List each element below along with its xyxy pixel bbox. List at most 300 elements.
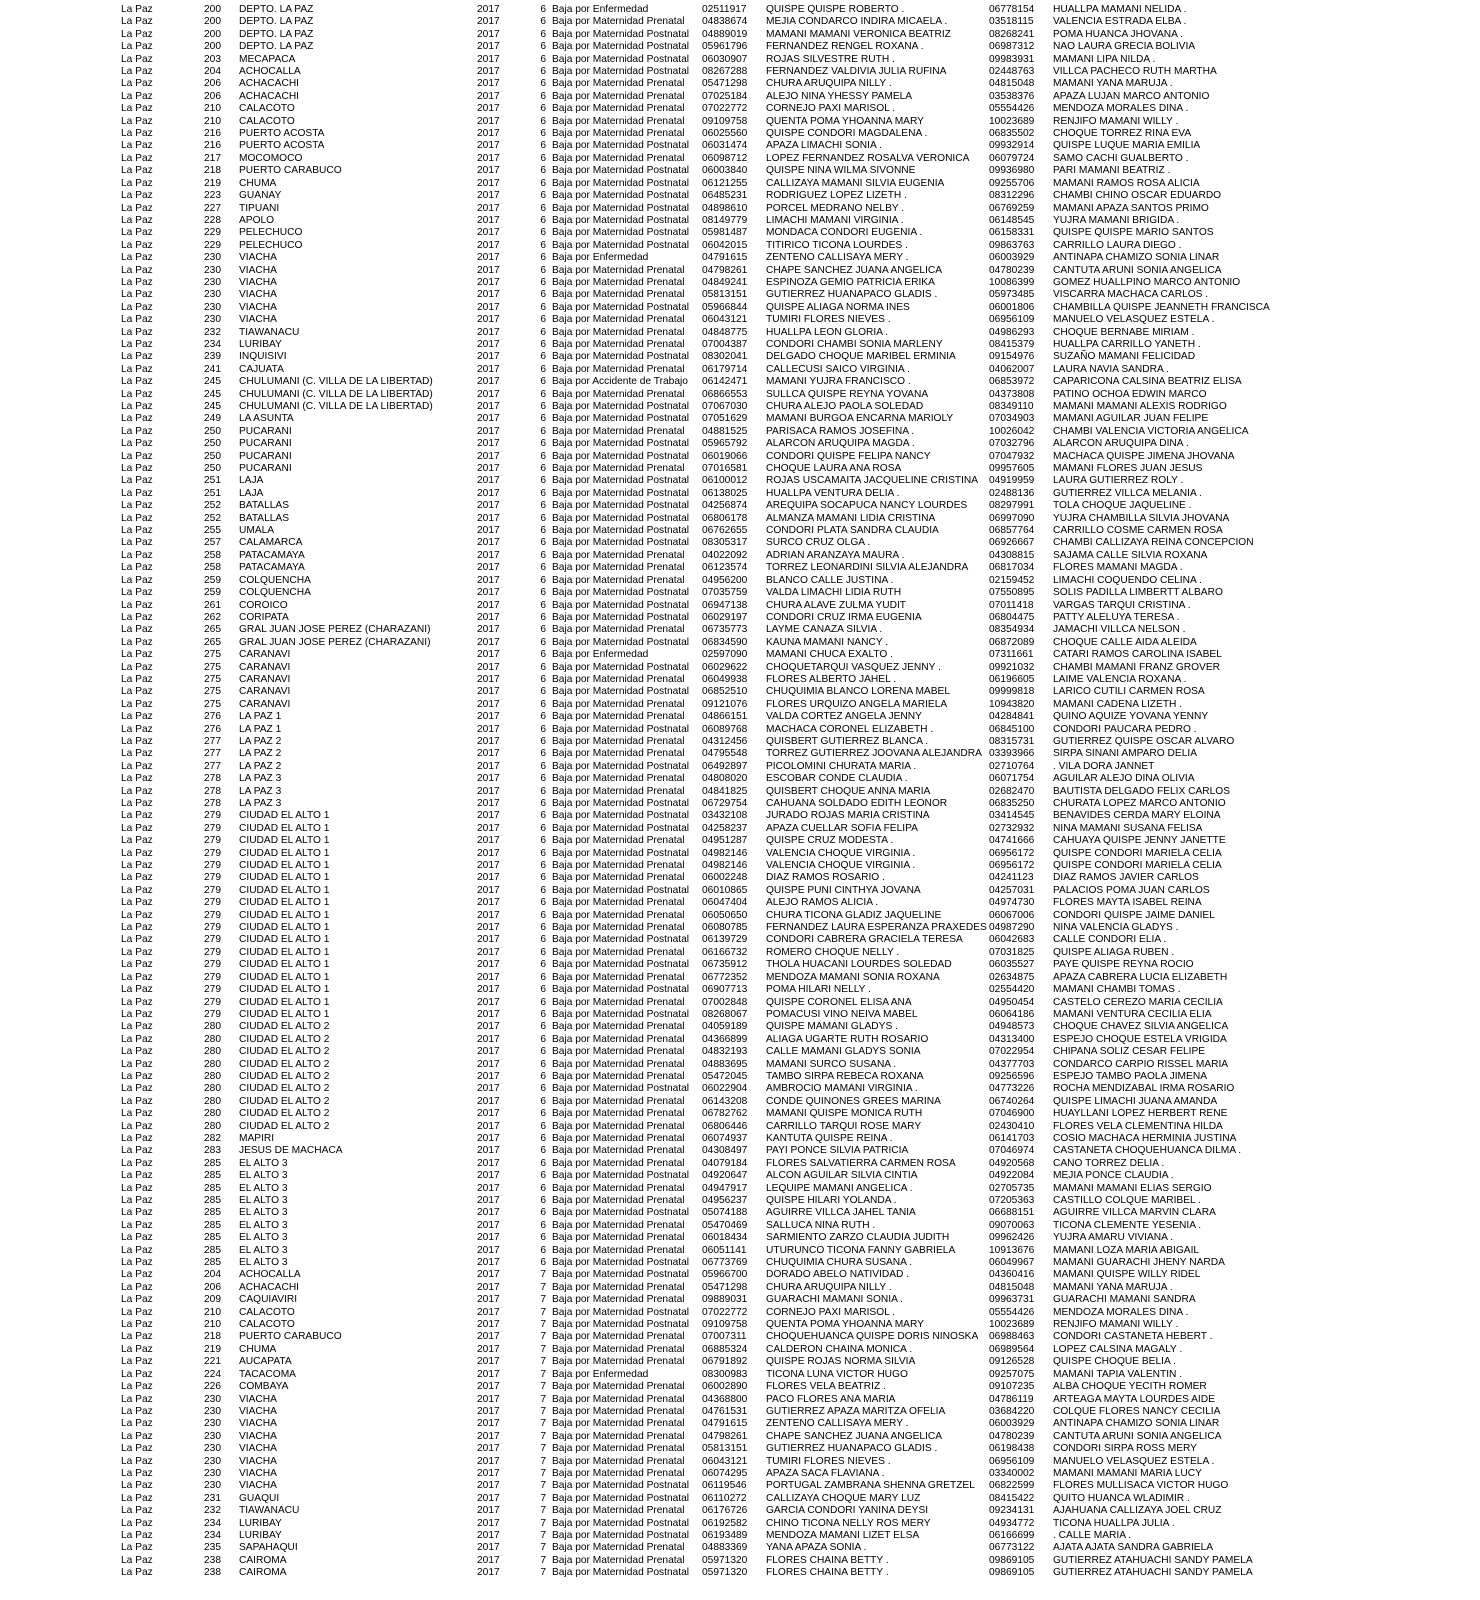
name-cell: DIAZ RAMOS ROSARIO . <box>766 872 885 884</box>
department-cell: La Paz <box>121 1343 153 1355</box>
contact-cell: CHIPANA SOLIZ CESAR FELIPE <box>1053 1046 1206 1058</box>
id-cell: 06762655 <box>702 525 748 537</box>
code-cell: 265 <box>204 636 221 648</box>
name-cell: FLORES URQUIZO ANGELA MARIELA <box>766 698 948 710</box>
municipality-cell: VIACHA <box>239 252 277 264</box>
table-row <box>0 736 1480 748</box>
year-cell: 2017 <box>477 1281 500 1293</box>
id-cell: 06885324 <box>702 1343 748 1355</box>
type-cell: Baja por Maternidad Prenatal <box>552 1070 685 1082</box>
id-cell: 08268067 <box>702 1008 748 1020</box>
department-cell: La Paz <box>121 1554 153 1566</box>
contact-cell: POMA HUANCA JHOVANA . <box>1053 28 1184 40</box>
type-cell: Baja por Maternidad Postnatal <box>552 41 690 53</box>
year-cell: 2017 <box>477 562 500 574</box>
contact-cell: QUISPE QUISPE MARIO SANTOS <box>1053 227 1214 239</box>
month-cell: 6 <box>540 860 546 872</box>
month-cell: 6 <box>540 140 546 152</box>
year-cell: 2017 <box>477 66 500 78</box>
contact-cell: CHAMBILLA QUISPE JEANNETH FRANCISCA <box>1053 301 1270 313</box>
contact-cell: . CALLE MARIA . <box>1053 1529 1132 1541</box>
code-cell: 285 <box>204 1232 221 1244</box>
id-cell: 06123574 <box>702 562 748 574</box>
municipality-cell: CARANAVI <box>239 661 291 673</box>
municipality-cell: TIPUANI <box>239 202 280 214</box>
doc-cell: 04284841 <box>989 711 1035 723</box>
municipality-cell: CIUDAD EL ALTO 1 <box>239 822 330 834</box>
year-cell: 2017 <box>477 1418 500 1430</box>
type-cell: Baja por Maternidad Prenatal <box>552 1505 685 1517</box>
contact-cell: YUJRA MAMANI BRIGIDA . <box>1053 214 1180 226</box>
type-cell: Baja por Maternidad Prenatal <box>552 1033 685 1045</box>
name-cell: GUTIERREZ HUANAPACO GLADIS . <box>766 1443 938 1455</box>
id-cell: 05966700 <box>702 1269 748 1281</box>
department-cell: La Paz <box>121 1529 153 1541</box>
department-cell: La Paz <box>121 1108 153 1120</box>
year-cell: 2017 <box>477 574 500 586</box>
name-cell: CONDORI PLATA SANDRA CLAUDIA <box>766 525 939 537</box>
table-row <box>0 41 1480 53</box>
month-cell: 6 <box>540 301 546 313</box>
year-cell: 2017 <box>477 785 500 797</box>
name-cell: CALLIZAYA CHOQUE MARY LUZ <box>766 1492 921 1504</box>
name-cell: FERNANDEZ RENGEL ROXANA . <box>766 41 924 53</box>
municipality-cell: EL ALTO 3 <box>239 1182 288 1194</box>
contact-cell: LARICO CUTILI CARMEN ROSA <box>1053 686 1205 698</box>
year-cell: 2017 <box>477 1492 500 1504</box>
code-cell: 285 <box>204 1157 221 1169</box>
id-cell: 04883369 <box>702 1542 748 1554</box>
year-cell: 2017 <box>477 835 500 847</box>
name-cell: FERNANDEZ VALDIVIA JULIA RUFINA <box>766 66 947 78</box>
month-cell: 7 <box>540 1418 546 1430</box>
type-cell: Baja por Maternidad Prenatal <box>552 1542 685 1554</box>
contact-cell: MENDOZA MORALES DINA . <box>1053 103 1189 115</box>
table-row <box>0 1034 1480 1046</box>
municipality-cell: CIUDAD EL ALTO 2 <box>239 1070 330 1082</box>
contact-cell: BENAVIDES CERDA MARY ELOINA <box>1053 810 1221 822</box>
table-row <box>0 103 1480 115</box>
code-cell: 279 <box>204 946 221 958</box>
municipality-cell: VIACHA <box>239 1418 277 1430</box>
month-cell: 6 <box>540 115 546 127</box>
month-cell: 6 <box>540 487 546 499</box>
id-cell: 06834590 <box>702 636 748 648</box>
doc-cell: 04773226 <box>989 1083 1035 1095</box>
month-cell: 7 <box>540 1492 546 1504</box>
id-cell: 06049938 <box>702 673 748 685</box>
contact-cell: MAMANI APAZA SANTOS PRIMO <box>1053 202 1209 214</box>
name-cell: GARCIA CONDORI YANINA DEYSI <box>766 1505 929 1517</box>
type-cell: Baja por Maternidad Postnatal <box>552 66 690 78</box>
code-cell: 228 <box>204 214 221 226</box>
id-cell: 07002848 <box>702 996 748 1008</box>
year-cell: 2017 <box>477 909 500 921</box>
id-cell: 04947917 <box>702 1182 748 1194</box>
department-cell: La Paz <box>121 934 153 946</box>
month-cell: 6 <box>540 1244 546 1256</box>
id-cell: 06947138 <box>702 599 748 611</box>
code-cell: 278 <box>204 798 221 809</box>
type-cell: Baja por Maternidad Prenatal <box>552 1021 685 1033</box>
type-cell: Baja por Maternidad Prenatal <box>552 326 685 338</box>
name-cell: DELGADO CHOQUE MARIBEL ERMINIA <box>766 351 956 363</box>
table-row <box>0 426 1480 438</box>
year-cell: 2017 <box>477 822 500 834</box>
code-cell: 230 <box>204 1480 221 1492</box>
table-row <box>0 153 1480 165</box>
municipality-cell: CIUDAD EL ALTO 1 <box>239 872 330 884</box>
month-cell: 7 <box>540 1405 546 1417</box>
month-cell: 6 <box>540 314 546 326</box>
department-cell: La Paz <box>121 351 153 363</box>
name-cell: TUMIRI FLORES NIEVES . <box>766 1455 891 1467</box>
contact-cell: TICONA CLEMENTE YESENIA . <box>1053 1219 1202 1231</box>
type-cell: Baja por Maternidad Postnatal <box>552 1480 690 1492</box>
year-cell: 2017 <box>477 1244 500 1256</box>
department-cell: La Paz <box>121 28 153 40</box>
doc-cell: 08415379 <box>989 338 1035 350</box>
id-cell: 05965792 <box>702 438 748 450</box>
code-cell: 276 <box>204 711 221 723</box>
table-row <box>0 711 1480 723</box>
department-cell: La Paz <box>121 1058 153 1070</box>
name-cell: CHINO TICONA NELLY ROS MERY <box>766 1517 931 1529</box>
month-cell: 7 <box>540 1269 546 1281</box>
doc-cell: 08354934 <box>989 624 1035 636</box>
department-cell: La Paz <box>121 624 153 636</box>
code-cell: 238 <box>204 1567 221 1579</box>
year-cell: 2017 <box>477 959 500 971</box>
type-cell: Baja por Maternidad Postnatal <box>552 401 690 412</box>
year-cell: 2017 <box>477 1182 500 1194</box>
type-cell: Baja por Maternidad Prenatal <box>552 115 685 127</box>
doc-cell: 02448763 <box>989 66 1035 78</box>
type-cell: Baja por Maternidad Prenatal <box>552 1219 685 1231</box>
doc-cell: 09999818 <box>989 686 1035 698</box>
contact-cell: PAYE QUISPE REYNA ROCIO <box>1053 959 1194 971</box>
contact-cell: ALBA CHOQUE YECITH ROMER <box>1053 1381 1207 1393</box>
id-cell: 06852510 <box>702 686 748 698</box>
table-row <box>0 1245 1480 1257</box>
contact-cell: MAMANI AGUILAR JUAN FELIPE <box>1053 413 1209 425</box>
doc-cell: 06148545 <box>989 214 1035 226</box>
type-cell: Baja por Maternidad Prenatal <box>552 1443 685 1455</box>
table-row <box>0 190 1480 202</box>
doc-cell: 04241123 <box>989 872 1034 884</box>
month-cell: 7 <box>540 1331 546 1343</box>
department-cell: La Paz <box>121 723 153 735</box>
month-cell: 6 <box>540 16 546 28</box>
type-cell: Baja por Maternidad Postnatal <box>552 599 690 611</box>
month-cell: 7 <box>540 1393 546 1405</box>
municipality-cell: VIACHA <box>239 1455 277 1467</box>
doc-cell: 09936980 <box>989 165 1035 177</box>
id-cell: 05813151 <box>702 1443 748 1455</box>
municipality-cell: PUCARANI <box>239 463 292 475</box>
id-cell: 06031474 <box>702 140 748 152</box>
type-cell: Baja por Maternidad Prenatal <box>552 1554 685 1566</box>
month-cell: 7 <box>540 1381 546 1393</box>
type-cell: Baja por Maternidad Postnatal <box>552 53 690 65</box>
doc-cell: 06987312 <box>989 41 1035 53</box>
name-cell: QUISPE HILARI YOLANDA . <box>766 1195 897 1206</box>
table-row <box>0 1418 1480 1430</box>
doc-cell: 06845100 <box>989 723 1035 735</box>
table-row <box>0 699 1480 711</box>
year-cell: 2017 <box>477 1393 500 1405</box>
id-cell: 06089768 <box>702 723 748 735</box>
department-cell: La Paz <box>121 115 153 127</box>
type-cell: Baja por Maternidad Prenatal <box>552 1046 685 1058</box>
contact-cell: COLQUE FLORES NANCY CECILIA <box>1053 1405 1221 1417</box>
type-cell: Baja por Maternidad Prenatal <box>552 922 685 934</box>
department-cell: La Paz <box>121 1269 153 1281</box>
id-cell: 04951287 <box>702 835 748 847</box>
table-row <box>0 1505 1480 1517</box>
department-cell: La Paz <box>121 1505 153 1517</box>
contact-cell: PARI MAMANI BEATRIZ . <box>1053 165 1171 177</box>
month-cell: 7 <box>540 1319 546 1331</box>
code-cell: 210 <box>204 1319 221 1331</box>
department-cell: La Paz <box>121 909 153 921</box>
type-cell: Baja por Maternidad Prenatal <box>552 1455 685 1467</box>
code-cell: 241 <box>204 363 221 375</box>
type-cell: Baja por Maternidad Postnatal <box>552 984 690 996</box>
type-cell: Baja por Maternidad Prenatal <box>552 897 685 909</box>
year-cell: 2017 <box>477 438 500 450</box>
code-cell: 279 <box>204 884 221 896</box>
contact-cell: CHAMBI MAMANI FRANZ GROVER <box>1053 661 1220 673</box>
municipality-cell: PUCARANI <box>239 425 292 437</box>
code-cell: 245 <box>204 376 221 388</box>
id-cell: 04881525 <box>702 425 748 437</box>
contact-cell: CHOQUE CHAVEZ SILVIA ANGELICA <box>1053 1021 1229 1033</box>
doc-cell: 07022954 <box>989 1046 1035 1058</box>
type-cell: Baja por Maternidad Postnatal <box>552 686 690 698</box>
year-cell: 2017 <box>477 636 500 648</box>
month-cell: 6 <box>540 946 546 958</box>
contact-cell: MAMANI YANA MARUJA . <box>1053 78 1173 90</box>
department-cell: La Paz <box>121 649 153 661</box>
name-cell: LOPEZ FERNANDEZ ROSALVA VERONICA <box>766 152 970 164</box>
type-cell: Baja por Maternidad Prenatal <box>552 1108 685 1120</box>
contact-cell: MAMANI YANA MARUJA . <box>1053 1281 1173 1293</box>
code-cell: 259 <box>204 587 221 599</box>
name-cell: CARRILLO TARQUI ROSE MARY <box>766 1120 922 1132</box>
code-cell: 203 <box>204 53 221 65</box>
department-cell: La Paz <box>121 1033 153 1045</box>
contact-cell: CONDARCO CARPIO RISSEL MARIA <box>1053 1058 1229 1070</box>
id-cell: 04889019 <box>702 28 748 40</box>
municipality-cell: LURIBAY <box>239 1529 282 1541</box>
name-cell: CONDORI QUISPE FELIPA NANCY <box>766 450 931 462</box>
name-cell: TORREZ GUTIERREZ JOOVANA ALEJANDRA <box>766 748 982 760</box>
contact-cell: MAMANI FLORES JUAN JESUS <box>1053 463 1203 475</box>
name-cell: VALDA LIMACHI LIDIA RUTH <box>766 587 902 599</box>
name-cell: QUISPE CRUZ MODESTA . <box>766 835 894 847</box>
contact-cell: VARGAS TARQUI CRISTINA . <box>1053 599 1191 611</box>
month-cell: 6 <box>540 376 546 388</box>
year-cell: 2017 <box>477 41 500 53</box>
month-cell: 6 <box>540 1219 546 1231</box>
id-cell: 06047404 <box>702 897 748 909</box>
year-cell: 2017 <box>477 860 500 872</box>
type-cell: Baja por Maternidad Prenatal <box>552 785 685 797</box>
municipality-cell: PATACAMAYA <box>239 549 305 561</box>
table-row <box>0 1542 1480 1554</box>
code-cell: 258 <box>204 562 221 574</box>
municipality-cell: CALAMARCA <box>239 537 303 549</box>
year-cell: 2017 <box>477 624 500 636</box>
year-cell: 2017 <box>477 1505 500 1517</box>
year-cell: 2017 <box>477 1381 500 1393</box>
type-cell: Baja por Maternidad Postnatal <box>552 1257 690 1269</box>
doc-cell: 04780239 <box>989 1430 1035 1442</box>
type-cell: Baja por Maternidad Postnatal <box>552 190 690 202</box>
doc-cell: 09962426 <box>989 1232 1035 1244</box>
municipality-cell: TIAWANACU <box>239 326 300 338</box>
year-cell: 2017 <box>477 202 500 214</box>
doc-cell: 09255706 <box>989 177 1035 189</box>
type-cell: Baja por Maternidad Prenatal <box>552 128 685 140</box>
id-cell: 08302041 <box>702 351 748 363</box>
table-row <box>0 215 1480 227</box>
doc-cell: 09257075 <box>989 1368 1035 1380</box>
table-row <box>0 54 1480 66</box>
type-cell: Baja por Maternidad Prenatal <box>552 1195 685 1206</box>
department-cell: La Paz <box>121 165 153 177</box>
department-cell: La Paz <box>121 1405 153 1417</box>
department-cell: La Paz <box>121 1430 153 1442</box>
doc-cell: 04360416 <box>989 1269 1035 1281</box>
id-cell: 04258237 <box>702 822 748 834</box>
name-cell: QUISPE CONDORI MAGDALENA . <box>766 128 928 140</box>
municipality-cell: CIUDAD EL ALTO 1 <box>239 847 330 859</box>
municipality-cell: VIACHA <box>239 1480 277 1492</box>
month-cell: 6 <box>540 103 546 115</box>
code-cell: 230 <box>204 1455 221 1467</box>
year-cell: 2017 <box>477 1008 500 1020</box>
year-cell: 2017 <box>477 1368 500 1380</box>
doc-cell: 06857764 <box>989 525 1035 537</box>
code-cell: 250 <box>204 438 221 450</box>
doc-cell: 02682470 <box>989 785 1035 797</box>
doc-cell: 06035527 <box>989 959 1035 971</box>
department-cell: La Paz <box>121 549 153 561</box>
year-cell: 2017 <box>477 872 500 884</box>
name-cell: VALDA CORTEZ ANGELA JENNY <box>766 711 922 723</box>
code-cell: 232 <box>204 1505 221 1517</box>
municipality-cell: LAJA <box>239 487 264 499</box>
code-cell: 278 <box>204 785 221 797</box>
year-cell: 2017 <box>477 450 500 462</box>
code-cell: 200 <box>204 28 221 40</box>
department-cell: La Paz <box>121 41 153 53</box>
contact-cell: FLORES MULLISACA VICTOR HUGO <box>1053 1480 1229 1492</box>
table-row <box>0 1269 1480 1281</box>
doc-cell: 06042683 <box>989 934 1035 946</box>
name-cell: LEQUIPE MAMANI ANGELICA . <box>766 1182 913 1194</box>
year-cell: 2017 <box>477 1095 500 1107</box>
code-cell: 206 <box>204 78 221 90</box>
year-cell: 2017 <box>477 227 500 239</box>
id-cell: 04308497 <box>702 1145 748 1157</box>
table-row <box>0 140 1480 152</box>
id-cell: 05966844 <box>702 301 748 313</box>
id-cell: 06138025 <box>702 487 748 499</box>
name-cell: QUISPE ROJAS NORMA SILVIA <box>766 1356 916 1368</box>
code-cell: 277 <box>204 735 221 747</box>
doc-cell: 04974730 <box>989 897 1035 909</box>
name-cell: FLORES CHAINA BETTY . <box>766 1567 889 1579</box>
code-cell: 224 <box>204 1368 221 1380</box>
department-cell: La Paz <box>121 946 153 958</box>
doc-cell: 09869105 <box>989 1554 1035 1566</box>
table-row <box>0 897 1480 909</box>
doc-cell: 09957605 <box>989 463 1035 475</box>
year-cell: 2017 <box>477 735 500 747</box>
month-cell: 6 <box>540 177 546 189</box>
year-cell: 2017 <box>477 760 500 772</box>
type-cell: Baja por Maternidad Postnatal <box>552 202 690 214</box>
id-cell: 04841825 <box>702 785 748 797</box>
year-cell: 2017 <box>477 1517 500 1529</box>
code-cell: 258 <box>204 549 221 561</box>
municipality-cell: LURIBAY <box>239 1517 282 1529</box>
table-row <box>0 1294 1480 1306</box>
department-cell: La Paz <box>121 798 153 809</box>
contact-cell: MAMANI QUISPE WILLY RIDEL <box>1053 1269 1201 1281</box>
code-cell: 279 <box>204 822 221 834</box>
municipality-cell: LA PAZ 3 <box>239 785 282 797</box>
year-cell: 2017 <box>477 748 500 760</box>
municipality-cell: LA PAZ 2 <box>239 748 282 760</box>
type-cell: Baja por Maternidad Prenatal <box>552 1157 685 1169</box>
name-cell: ALMANZA MAMANI LIDIA CRISTINA <box>766 512 936 524</box>
name-cell: CHOQUETARQUI VASQUEZ JENNY . <box>766 661 941 673</box>
doc-cell: 09154976 <box>989 351 1035 363</box>
year-cell: 2017 <box>477 1257 500 1269</box>
type-cell: Baja por Maternidad Postnatal <box>552 1008 690 1020</box>
municipality-cell: CIUDAD EL ALTO 2 <box>239 1046 330 1058</box>
table-row <box>0 1319 1480 1331</box>
year-cell: 2017 <box>477 1554 500 1566</box>
code-cell: 230 <box>204 314 221 326</box>
department-cell: La Paz <box>121 1443 153 1455</box>
type-cell: Baja por Maternidad Prenatal <box>552 1281 685 1293</box>
year-cell: 2017 <box>477 847 500 859</box>
id-cell: 04808020 <box>702 773 748 785</box>
code-cell: 279 <box>204 847 221 859</box>
type-cell: Baja por Maternidad Prenatal <box>552 909 685 921</box>
id-cell: 06791892 <box>702 1356 748 1368</box>
name-cell: ROJAS SILVESTRE RUTH . <box>766 53 895 65</box>
name-cell: CALLECUSI SAICO VIRGINIA . <box>766 363 910 375</box>
table-row <box>0 1220 1480 1232</box>
type-cell: Baja por Maternidad Postnatal <box>552 301 690 313</box>
doc-cell: 03538376 <box>989 90 1035 102</box>
municipality-cell: DEPTO. LA PAZ <box>239 41 314 53</box>
name-cell: ALEJO RAMOS ALICIA . <box>766 897 879 909</box>
year-cell: 2017 <box>477 1455 500 1467</box>
month-cell: 6 <box>540 463 546 475</box>
id-cell: 06735773 <box>702 624 748 636</box>
code-cell: 279 <box>204 1008 221 1020</box>
table-row <box>0 860 1480 872</box>
contact-cell: MENDOZA MORALES DINA . <box>1053 1306 1189 1318</box>
type-cell: Baja por Maternidad Prenatal <box>552 748 685 760</box>
